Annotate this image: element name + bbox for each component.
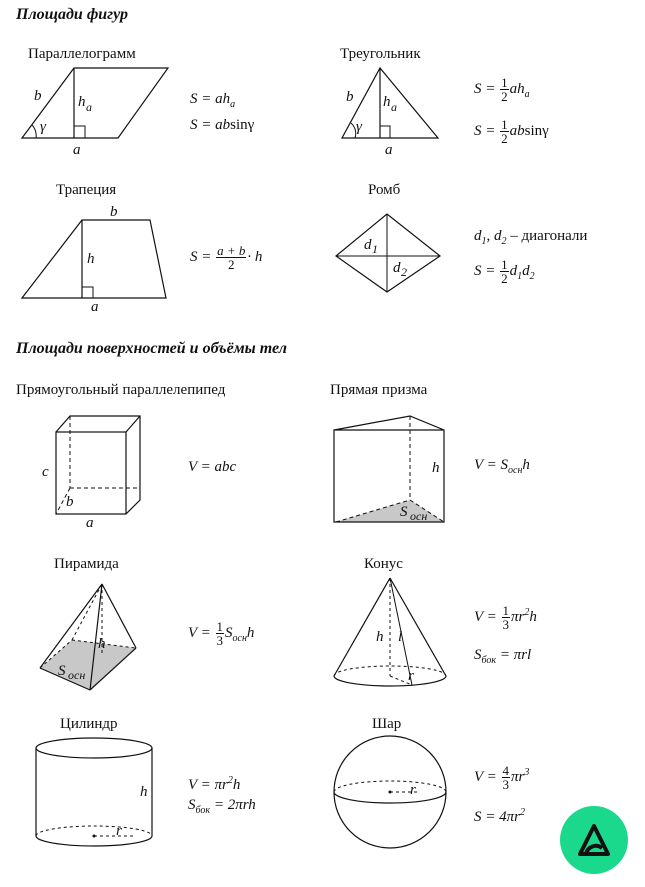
trapezoid-label-a: a (91, 299, 99, 315)
cylinder-figure (36, 738, 152, 846)
parallelogram-label-h-sub: a (86, 100, 92, 114)
cylinder-formula-1: $V = \pi r^2h$ (188, 775, 241, 793)
triangle-formula-2: S = $\frac{1}{2}$ absinγ (474, 117, 549, 146)
sphere-formula-2: $S = 4\pi r^2$ (474, 807, 525, 825)
rhombus-figure (336, 214, 440, 292)
sphere-title: Шар (372, 716, 402, 732)
pyramid-label-s-sub: осн (68, 668, 86, 682)
parallelogram-figure (22, 68, 168, 158)
math-logo-icon (560, 806, 628, 874)
sphere-figure (334, 736, 446, 848)
prism-figure (334, 416, 444, 523)
trapezoid-figure (22, 204, 166, 315)
rhombus-label-d1: d (364, 237, 372, 253)
rhombus-label-d2-sub: 2 (401, 265, 407, 279)
prism-title: Прямая призма (330, 382, 428, 398)
rhombus-label-d1-sub: 1 (372, 242, 378, 256)
cone-label-r: r (408, 668, 414, 684)
prism-label-h: h (432, 460, 440, 476)
parallelogram-title: Параллелограмм (28, 46, 136, 62)
pyramid-figure (40, 584, 136, 690)
trapezoid-label-b: b (110, 204, 118, 220)
parallelogram-label-gamma: γ (40, 119, 46, 135)
cuboid-label-c: c (42, 464, 49, 480)
cone-label-l: l (398, 629, 403, 645)
pyramid-title: Пирамида (54, 556, 119, 572)
cone-label-h: h (376, 629, 384, 645)
prism-label-s-sub: осн (410, 509, 428, 523)
pyramid-label-h: h (98, 636, 106, 652)
triangle-label-a: a (385, 142, 393, 158)
cone-title: Конус (364, 556, 403, 572)
cylinder-title: Цилиндр (60, 716, 118, 732)
section-title-solids: Площади поверхностей и объёмы тел (16, 340, 287, 357)
parallelogram-label-b: b (34, 88, 42, 104)
section-title-plane: Площади фигур (16, 6, 128, 23)
cuboid-title: Прямоугольный параллелепипед (16, 382, 226, 398)
pyramid-formula: V = $\frac{1}{3}$ $S_{осн}h$ (188, 619, 255, 648)
math-logo-glyph (560, 806, 628, 874)
triangle-label-h-sub: a (391, 100, 397, 114)
triangle-formula-1: S = $\frac{1}{2}$ $ah_a$ (474, 75, 530, 104)
rhombus-formula-1: $d_1$, $d_2$ – диагонали (474, 228, 588, 247)
triangle-title: Треугольник (340, 46, 421, 62)
prism-formula: $V = S_{осн}h$ (474, 457, 530, 476)
trapezoid-title: Трапеция (56, 182, 117, 198)
cuboid-formula: V = abc (188, 459, 237, 475)
parallelogram-label-a: a (73, 142, 81, 158)
cone-figure (334, 578, 446, 686)
parallelogram-label-h: h (78, 94, 86, 110)
pyramid-label-s: S (58, 663, 66, 679)
cuboid-label-a: a (86, 515, 94, 531)
rhombus-formula-2: S = $\frac{1}{2}$ $d_1d_2$ (474, 257, 535, 286)
parallelogram-formula-2: S = absinγ (190, 117, 255, 133)
trapezoid-formula: S = $\frac{a + b}{2}$ · h (190, 243, 263, 272)
sphere-label-r: r (410, 782, 416, 798)
cuboid-figure (42, 416, 140, 531)
rhombus-title: Ромб (368, 182, 401, 198)
cylinder-label-r: r (116, 823, 122, 839)
sphere-formula-1: V = $\frac{4}{3}$ $\pi r^3$ (474, 763, 530, 792)
rhombus-label-d2: d (393, 260, 401, 276)
cylinder-formula-2: $S_{бок} = 2\pi rh$ (188, 797, 256, 816)
prism-label-s: S (400, 504, 408, 520)
triangle-label-h: h (383, 94, 391, 110)
cylinder-label-h: h (140, 784, 148, 800)
parallelogram-formula-1: $S = ah_a$ (190, 91, 236, 110)
cone-formula-1: V = $\frac{1}{3}$ $\pi r^2h$ (474, 603, 537, 632)
triangle-label-gamma: γ (356, 119, 362, 135)
triangle-label-b: b (346, 89, 354, 105)
cone-formula-2: $S_{бок} = \pi rl$ (474, 647, 532, 666)
trapezoid-label-h: h (87, 251, 95, 267)
cuboid-label-b: b (66, 494, 74, 510)
triangle-figure (342, 68, 438, 158)
